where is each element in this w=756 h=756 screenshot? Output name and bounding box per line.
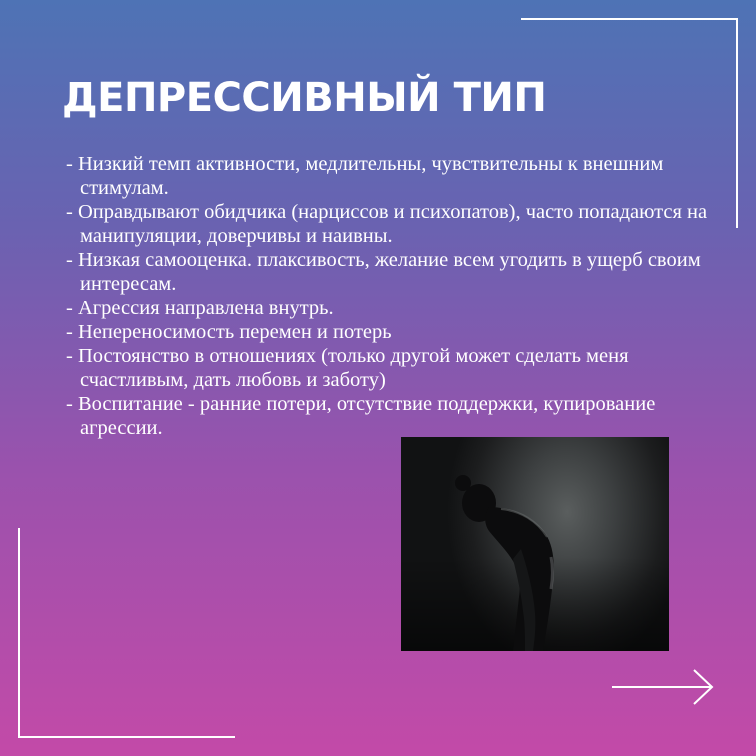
list-item: - Постоянство в отношениях (только другой может сделать меня счастливым, дать любовь и заботу): [66, 345, 629, 391]
list-item: - Низкий темп активности, медлительны, чувствительны к внешним стимулам.: [66, 153, 664, 199]
frame-corner-bottom-left-vertical: [18, 528, 20, 738]
arrow-right-icon[interactable]: [610, 667, 716, 707]
description-list: [66, 152, 716, 440]
frame-corner-top-right-horizontal: [521, 18, 738, 20]
silhouette-figure: [401, 437, 669, 651]
list-item: - Воспитание - ранние потери, отсутствие поддержки, купирование агрессии.: [66, 393, 656, 439]
page-title: ДЕПРЕССИВНЫЙ ТИП: [62, 75, 547, 121]
list-item: - Непереносимость перемен и потерь: [66, 321, 392, 343]
list-item: - Агрессия направлена внутрь.: [66, 297, 334, 319]
frame-corner-bottom-left-horizontal: [18, 736, 235, 738]
frame-corner-top-right-vertical: [736, 18, 738, 228]
photo-silhouette: [401, 437, 669, 651]
list-item: - Оправдывают обидчика (нарциссов и психопатов), часто попадаются на манипуляции, доверчивы и наивны.: [66, 201, 708, 247]
list-item: - Низкая самооценка. плаксивость, желание всем угодить в ущерб своим интересам.: [66, 249, 701, 295]
